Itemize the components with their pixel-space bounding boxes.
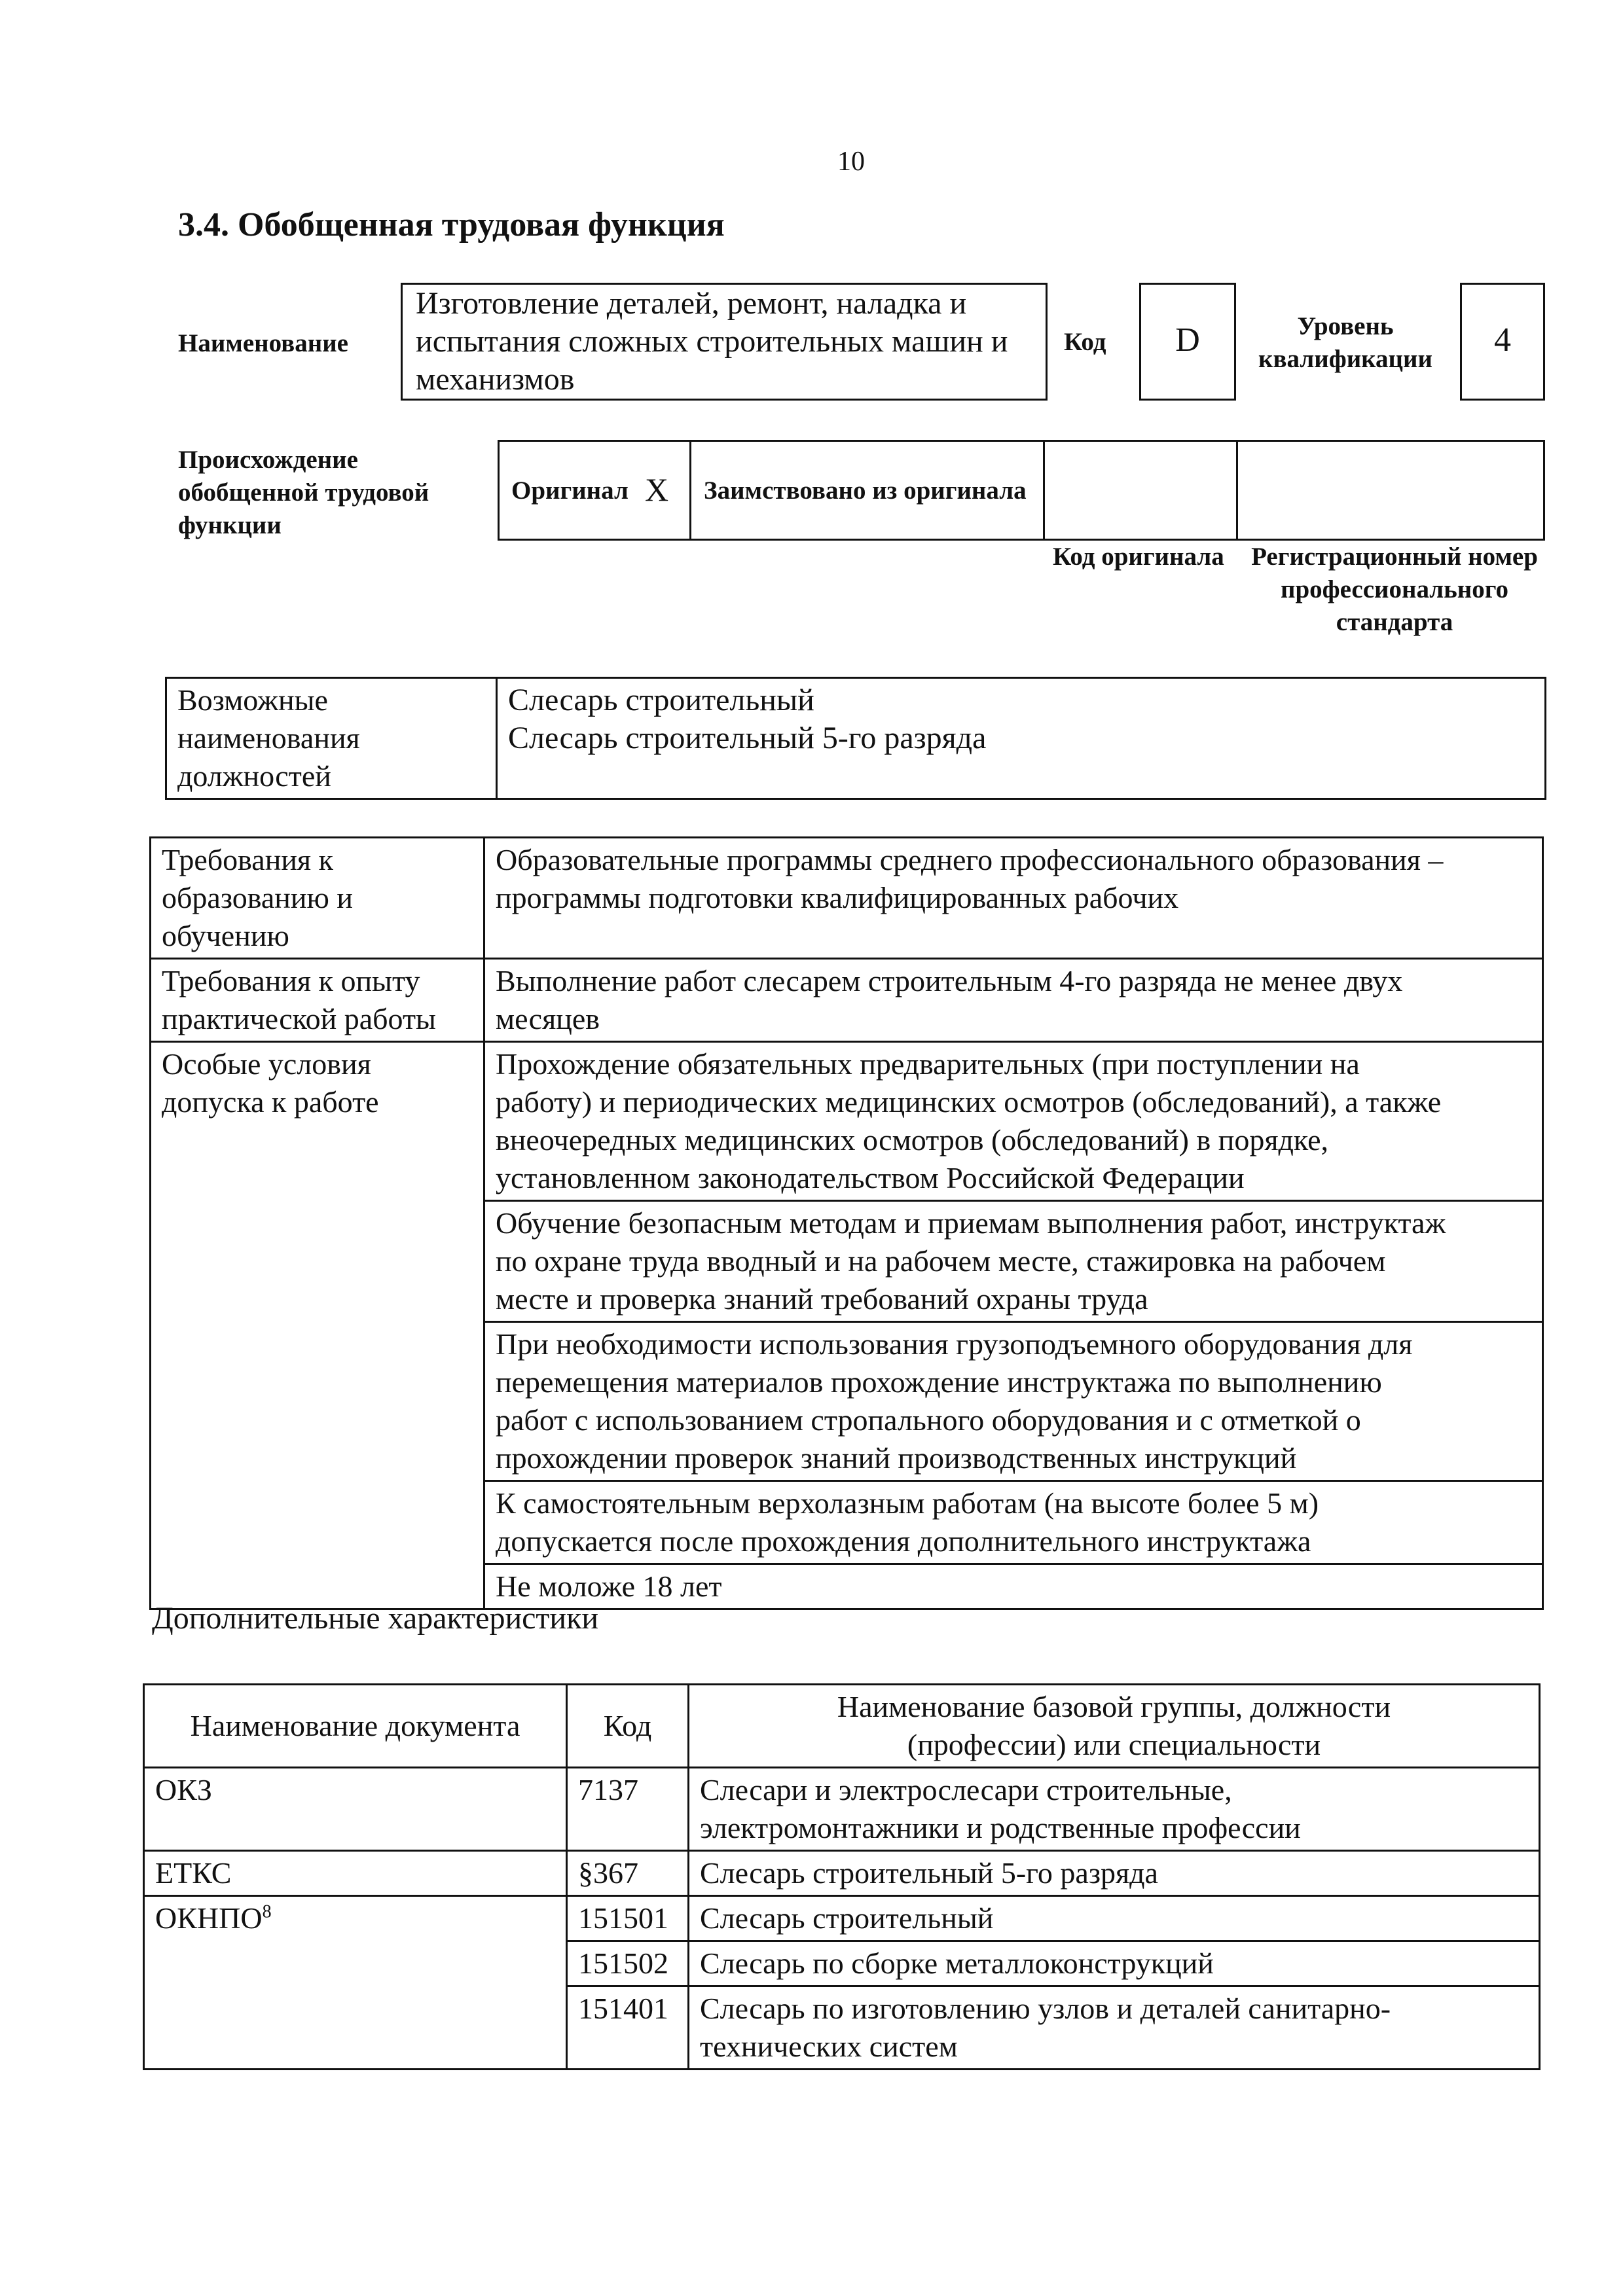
qualification-level-label: Уровень квалификации xyxy=(1258,312,1432,373)
name-etks: Слесарь строительный 5-го разряда xyxy=(689,1851,1540,1896)
original-code-caption: Код оригинала xyxy=(1053,543,1224,571)
code-etks: §367 xyxy=(567,1851,689,1896)
conditions-label: Особые условия допуска к работе xyxy=(151,1042,484,1609)
code-label: Код xyxy=(1064,328,1106,356)
experience-label: Требования к опыту практической работы xyxy=(151,959,484,1042)
doc-oknpo-text: ОКНПО xyxy=(155,1901,263,1935)
education-value: Образовательные программы среднего профессионального образования – программы подготовки квалифицированных рабочих xyxy=(484,838,1543,959)
name-oknpo-1: Слесарь строительный xyxy=(689,1896,1540,1941)
code-okz: 7137 xyxy=(567,1768,689,1851)
col-header-code: Код xyxy=(567,1685,689,1768)
code-value: D xyxy=(1175,321,1200,359)
additional-title: Дополнительные характеристики xyxy=(152,1601,599,1636)
col-header-document: Наименование документа xyxy=(144,1685,567,1768)
name-value: Изготовление деталей, ремонт, наладка и испытания сложных строительных машин и механизмов xyxy=(416,286,1008,397)
original-mark: X xyxy=(645,471,669,508)
condition-height-work: К самостоятельным верхолазным работам (на высоте более 5 м) допускается после прохождения дополнительного инструктажа xyxy=(484,1481,1543,1564)
requirements-table xyxy=(149,836,1544,1610)
name-oknpo-3: Слесарь по изготовлению узлов и деталей санитарно- технических систем xyxy=(689,1986,1540,2070)
positions-value: Слесарь строительный Слесарь строительный 5-го разряда xyxy=(497,678,1546,799)
condition-medical: Прохождение обязательных предварительных (при поступлении на работу) и периодических медицинских осмотров (обследований), а также внеочередных медицинских осмотров (обследований) в порядке, установленном законодательством Российской Федерации xyxy=(484,1042,1543,1201)
doc-oknpo xyxy=(144,1896,567,2070)
qualification-level-box xyxy=(1460,283,1545,401)
code-value-box xyxy=(1139,283,1236,401)
code-oknpo-2: 151502 xyxy=(567,1941,689,1986)
borrowed-label: Заимствовано из оригинала xyxy=(704,476,1027,505)
name-label: Наименование xyxy=(178,329,348,357)
condition-age: Не моложе 18 лет xyxy=(484,1564,1543,1609)
education-label: Требования к образованию и обучению xyxy=(151,838,484,959)
section-title: 3.4. Обобщенная трудовая функция xyxy=(178,206,725,243)
condition-safety-training: Обучение безопасным методам и приемам выполнения работ, инструктаж по охране труда вводный и на рабочем месте, стажировка на рабочем месте и проверка знаний требований охраны труда xyxy=(484,1201,1543,1322)
doc-etks: ЕТКС xyxy=(144,1851,567,1896)
additional-table xyxy=(143,1683,1541,2070)
doc-okz: ОКЗ xyxy=(144,1768,567,1851)
condition-lifting-equipment: При необходимости использования грузоподъемного оборудования для перемещения материалов прохождение инструктажа по выполнению работ с использованием стропального оборудования и с отметкой о прохождении проверок знаний производственных инструкций xyxy=(484,1322,1543,1481)
page-number: 10 xyxy=(837,147,865,177)
name-oknpo-2: Слесарь по сборке металлоконструкций xyxy=(689,1941,1540,1986)
name-okz: Слесари и электрослесари строительные, электромонтажники и родственные профессии xyxy=(689,1768,1540,1851)
qualification-level-value: 4 xyxy=(1494,321,1511,359)
positions-table xyxy=(165,677,1546,800)
origin-label: Происхождение обобщенной трудовой функции xyxy=(178,446,429,539)
code-oknpo-1: 151501 xyxy=(567,1896,689,1941)
positions-label: Возможные наименования должностей xyxy=(166,678,497,799)
experience-value: Выполнение работ слесарем строительным 4-го разряда не менее двух месяцев xyxy=(484,959,1543,1042)
origin-table xyxy=(498,440,1545,541)
footnote-ref: 8 xyxy=(262,1901,272,1922)
code-oknpo-3: 151401 xyxy=(567,1986,689,2070)
col-header-name: Наименование базовой группы, должности (профессии) или специальности xyxy=(689,1685,1540,1768)
name-value-box xyxy=(401,283,1048,401)
registration-number-caption: Регистрационный номер профессионального стандарта xyxy=(1251,543,1538,636)
original-label: Оригинал xyxy=(511,476,629,505)
